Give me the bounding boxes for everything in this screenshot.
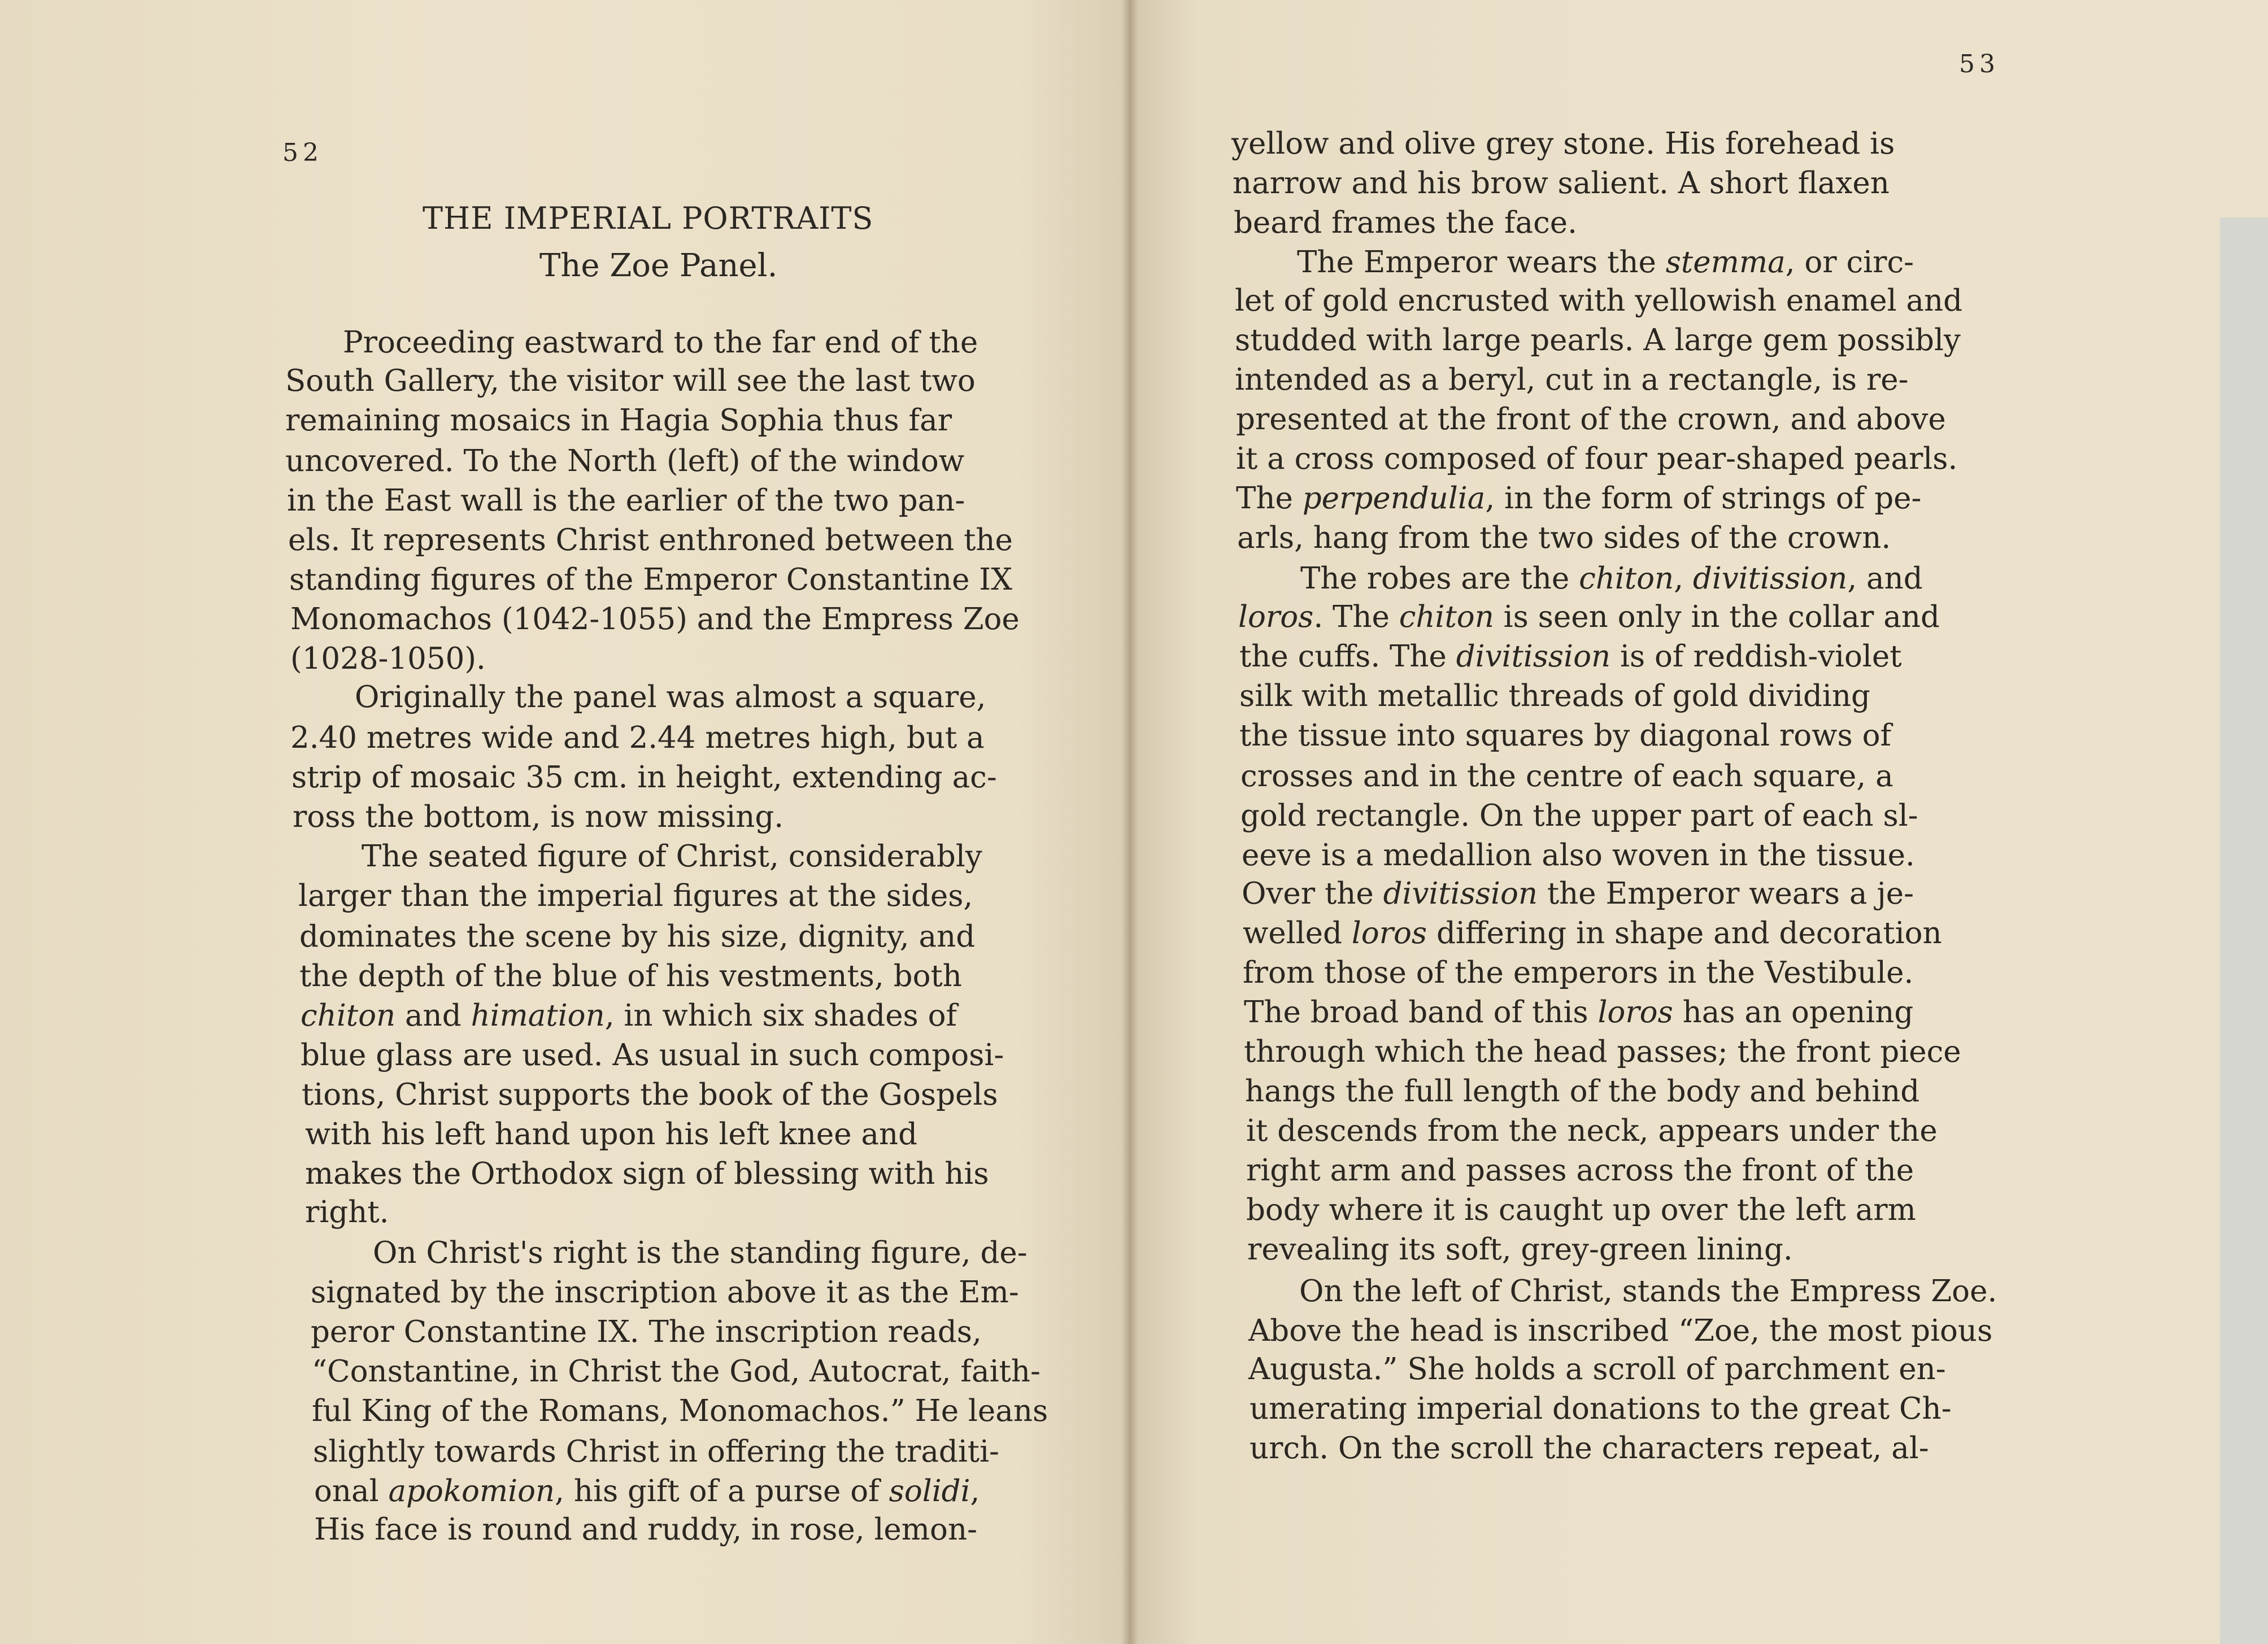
text-line: Augusta.” She holds a scroll of parchment en- xyxy=(1248,1352,1946,1386)
text-line: right arm and passes across the front of the xyxy=(1246,1153,1914,1188)
text-line: yellow and olive grey stone. His forehead is xyxy=(1231,127,1895,161)
text-line: the tissue into squares by diagonal rows of xyxy=(1239,718,1892,753)
left-page-number: 52 xyxy=(282,138,323,167)
text-line: right. xyxy=(305,1195,389,1229)
text-line: els. It represents Christ enthroned between the xyxy=(288,523,1013,557)
text-line: intended as a beryl, cut in a rectangle, is re- xyxy=(1235,363,1909,397)
text-line: onal apokomion, his gift of a purse of solidi, xyxy=(314,1474,980,1508)
text-line: body where it is caught up over the left arm xyxy=(1246,1193,1916,1227)
text-line: uncovered. To the North (left) of the window xyxy=(285,444,965,478)
text-line: eeve is a medallion also woven in the tissue. xyxy=(1242,838,1915,873)
text-line: The robes are the chiton, divitission, and xyxy=(1300,561,1923,596)
text-line: standing figures of the Emperor Constantine IX xyxy=(289,562,1012,597)
text-line: through which the head passes; the front piece xyxy=(1244,1035,1961,1069)
text-line: The seated figure of Christ, considerably xyxy=(362,839,982,874)
chapter-title: THE IMPERIAL PORTRAITS xyxy=(423,200,874,236)
text-line: the depth of the blue of his vestments, both xyxy=(299,959,962,993)
text-line: beard frames the face. xyxy=(1234,206,1577,240)
text-line: revealing its soft, grey-green lining. xyxy=(1247,1232,1793,1267)
text-line: (1028-1050). xyxy=(290,642,486,676)
text-line: hangs the full length of the body and behind xyxy=(1245,1074,1920,1109)
text-line: Over the divitission the Emperor wears a je- xyxy=(1242,876,1914,911)
text-line: slightly towards Christ in offering the traditi- xyxy=(313,1434,999,1469)
text-line: tions, Christ supports the book of the Gospels xyxy=(302,1078,998,1112)
text-line: presented at the front of the crown, and above xyxy=(1236,402,1946,437)
text-line: crosses and in the centre of each square, a xyxy=(1240,759,1893,793)
text-line: His face is round and ruddy, in rose, lemon- xyxy=(314,1512,977,1547)
text-line: it descends from the neck, appears under the xyxy=(1246,1114,1938,1148)
book-gutter xyxy=(1121,0,1138,1644)
text-line: Monomachos (1042-1055) and the Empress Zoe xyxy=(290,602,1020,636)
right-page-number: 53 xyxy=(1959,50,2000,79)
text-line: signated by the inscription above it as the Em- xyxy=(311,1275,1019,1310)
text-line: South Gallery, the visitor will see the last two xyxy=(285,364,976,398)
text-line: let of gold encrusted with yellowish enamel and xyxy=(1235,284,1963,318)
text-line: On Christ's right is the standing figure, de- xyxy=(373,1236,1028,1270)
text-line: from those of the emperors in the Vestibule. xyxy=(1243,956,1914,990)
text-line: arls, hang from the two sides of the crown. xyxy=(1237,521,1891,555)
text-line: blue glass are used. As usual in such composi- xyxy=(301,1038,1004,1072)
text-line: larger than the imperial figures at the sides, xyxy=(298,879,973,913)
text-line: Originally the panel was almost a square, xyxy=(355,680,986,714)
text-line: 2.40 metres wide and 2.44 metres high, but a xyxy=(290,721,985,755)
page-edge-strip xyxy=(2220,217,2268,1644)
text-line: narrow and his brow salient. A short flaxen xyxy=(1233,166,1890,200)
text-line: dominates the scene by his size, dignity, and xyxy=(299,919,976,954)
text-line: with his left hand upon his left knee and xyxy=(305,1117,918,1152)
text-line: remaining mosaics in Hagia Sophia thus far xyxy=(285,403,952,438)
text-line: The Emperor wears the stemma, or circ- xyxy=(1297,245,1914,280)
text-line: “Constantine, in Christ the God, Autocrat, faith- xyxy=(312,1354,1041,1389)
text-line: gold rectangle. On the upper part of each sl- xyxy=(1240,799,1918,833)
text-line: Above the head is inscribed “Zoe, the most pious xyxy=(1248,1314,1993,1348)
text-line: loros. The chiton is seen only in the collar and xyxy=(1238,600,1940,634)
text-line: Proceeding eastward to the far end of the xyxy=(343,325,978,360)
text-line: The broad band of this loros has an opening xyxy=(1244,995,1914,1030)
text-line: On the left of Christ, stands the Empress Zoe. xyxy=(1299,1274,1997,1309)
text-line: silk with metallic threads of gold dividing xyxy=(1239,679,1870,713)
text-line: chiton and himation, in which six shades of xyxy=(301,998,957,1033)
section-subtitle: The Zoe Panel. xyxy=(539,247,778,284)
text-line: ful King of the Romans, Monomachos.” He leans xyxy=(312,1394,1048,1428)
text-line: makes the Orthodox sign of blessing with his xyxy=(305,1157,989,1191)
text-line: umerating imperial donations to the great Ch- xyxy=(1250,1392,1952,1426)
text-line: ross the bottom, is now missing. xyxy=(293,800,784,834)
text-line: it a cross composed of four pear-shaped pearls. xyxy=(1236,442,1958,476)
text-line: urch. On the scroll the characters repeat, al- xyxy=(1250,1431,1929,1466)
text-line: peror Constantine IX. The inscription reads, xyxy=(311,1315,982,1349)
text-line: studded with large pearls. A large gem possibly xyxy=(1235,323,1961,357)
text-line: The perpendulia, in the form of strings of pe- xyxy=(1236,481,1922,516)
text-line: welled loros differing in shape and decoration xyxy=(1243,916,1942,950)
text-line: the cuffs. The divitission is of reddish-violet xyxy=(1239,639,1902,674)
text-line: strip of mosaic 35 cm. in height, extending ac- xyxy=(291,760,997,795)
text-line: in the East wall is the earlier of the two pan- xyxy=(287,483,965,518)
